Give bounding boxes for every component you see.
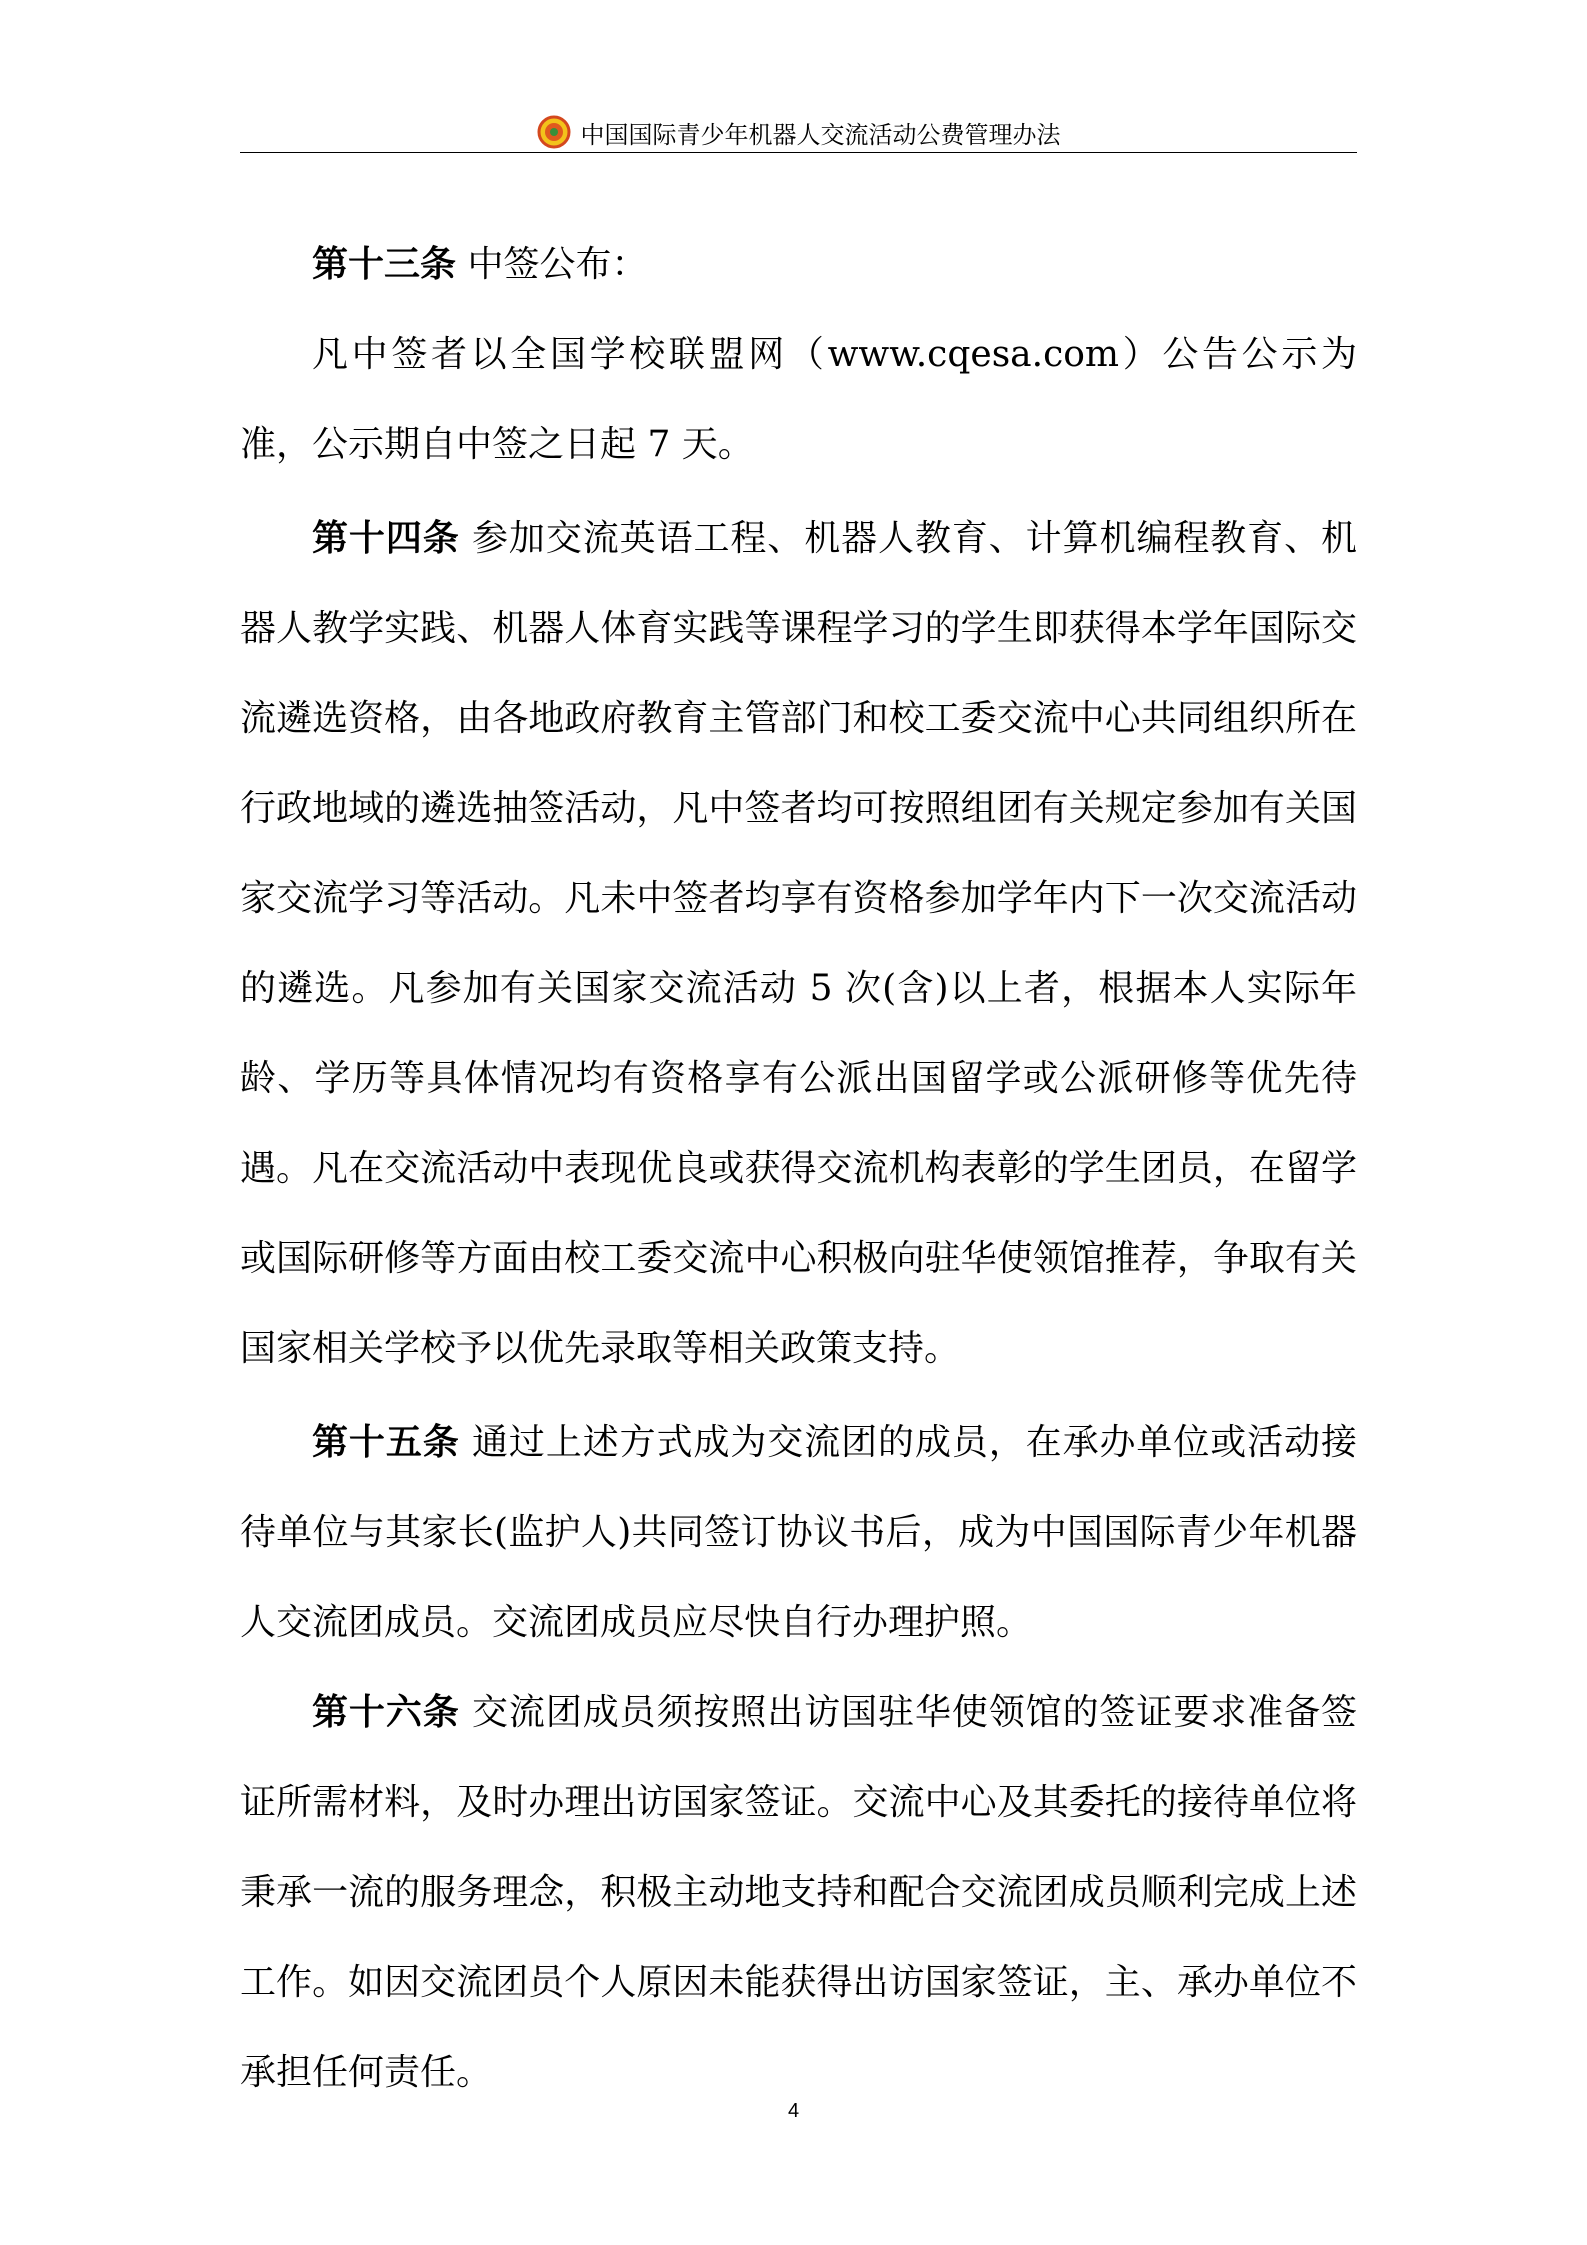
org-emblem-icon xyxy=(537,115,571,149)
document-body xyxy=(240,220,1357,2118)
header-rule xyxy=(240,152,1357,153)
page-header xyxy=(240,112,1357,152)
paragraph-text: 通过上述方式成为交流团的成员，在承办单位或活动接待单位与其家长(监护人)共同签订协议书后，成为中国国际青少年机器人交流团成员。交流团成员应尽快自行办理护照。 xyxy=(240,1422,1357,1643)
paragraph-text: 中签公布： xyxy=(467,244,648,285)
article-number: 第十三条 xyxy=(312,244,457,285)
paragraph-article-13 xyxy=(240,220,1357,310)
paragraph-announcement xyxy=(240,310,1357,490)
paragraph-text: 交流团成员须按照出访国驻华使领馆的签证要求准备签证所需材料，及时办理出访国家签证。交流中心及其委托的接待单位将秉承一流的服务理念，积极主动地支持和配合交流团成员顺利完成上述工作。如因交流团员个人原因未能获得出访国家签证，主、承办单位不承担任何责任。 xyxy=(240,1692,1357,2093)
article-number: 第十五条 xyxy=(312,1422,460,1463)
paragraph-article-14 xyxy=(240,494,1357,1394)
paragraph-article-16 xyxy=(240,1668,1357,2118)
paragraph-text: 参加交流英语工程、机器人教育、计算机编程教育、机器人教学实践、机器人体育实践等课程学习的学生即获得本学年国际交流遴选资格，由各地政府教育主管部门和校工委交流中心共同组织所在行政地域的遴选抽签活动，凡中签者均可按照组团有关规定参加有关国家交流学习等活动。凡未中签者均享有资格参加学年内下一次交流活动的遴选。凡参加有关国家交流活动 5 次(含)以上者，根据本人实际年龄、学历等具体情况均有资格享有公派出国留学或公派研修等优先待遇。凡在交流活动中表现优良或获得交流机构表彰的学生团员，在留学或国际研修等方面由校工委交流中心积极向驻华使领馆推荐，争取有关国家相关学校予以优先录取等相关政策支持。 xyxy=(240,518,1357,1369)
article-number: 第十四条 xyxy=(312,518,460,559)
page-number: 4 xyxy=(787,2100,800,2122)
article-number: 第十六条 xyxy=(312,1692,460,1733)
paragraph-text: 凡中签者以全国学校联盟网（www.cqesa.com）公告公示为准，公示期自中签之日起 7 天。 xyxy=(240,334,1357,465)
header-title: 中国国际青少年机器人交流活动公费管理办法 xyxy=(580,120,1061,149)
paragraph-article-15 xyxy=(240,1398,1357,1668)
